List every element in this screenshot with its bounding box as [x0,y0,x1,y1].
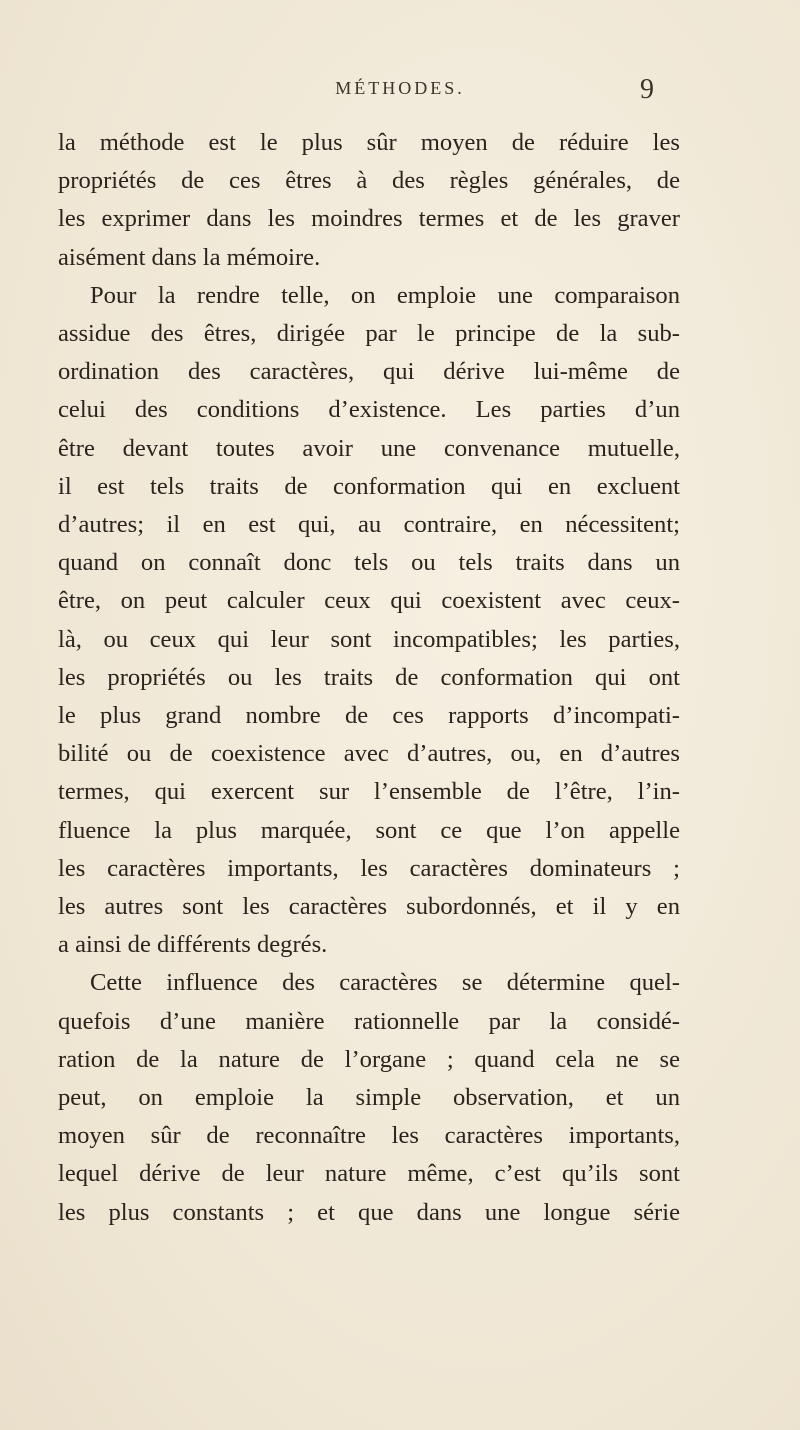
text-line: les propriétés ou les traits de conformation qui ont [58,663,680,691]
text-line: aisément dans la mémoire. [58,243,321,271]
text-line: peut, on emploie la simple observation, et un [58,1084,680,1112]
body-text [58,124,680,1232]
text-line: les exprimer dans les moindres termes et de les graver [58,205,680,233]
text-line: le plus grand nombre de ces rapports d’incompati- [58,702,680,730]
running-title: MÉTHODES. [335,78,465,98]
text-line: assidue des êtres, dirigée par le principe de la sub- [58,320,680,348]
text-line: quefois d’une manière rationnelle par la considé- [58,1007,680,1035]
text-line: là, ou ceux qui leur sont incompatibles; les parties, [58,625,680,653]
text-line: d’autres; il en est qui, au contraire, en nécessitent; [58,511,680,539]
text-line: ration de la nature de l’organe ; quand cela ne se [58,1045,680,1073]
text-line: ordination des caractères, qui dérive lui-même de [58,358,680,386]
paragraph-3 [58,964,680,1231]
text-line: les autres sont les caractères subordonnés, et il y en [58,893,680,921]
text-line: les plus constants ; et que dans une longue série [58,1198,680,1226]
text-line: la méthode est le plus sûr moyen de réduire les [58,129,680,156]
text-line: Pour la rendre telle, on emploie une comparaison [90,281,680,309]
text-line: être devant toutes avoir une convenance mutuelle, [58,434,680,462]
text-line: les caractères importants, les caractères dominateurs ; [58,854,680,882]
text-line: être, on peut calculer ceux qui coexistent avec ceux- [58,587,680,615]
text-line: quand on connaît donc tels ou tels traits dans un [58,549,680,577]
text-line: termes, qui exercent sur l’ensemble de l’être, l’in- [58,778,680,806]
page-header [0,74,800,114]
text-line: propriétés de ces êtres à des règles générales, de [58,167,680,195]
paragraph-2 [58,277,680,965]
text-line: il est tels traits de conformation qui en excluent [58,472,680,500]
page-number: 9 [640,74,654,105]
paragraph-1 [58,124,680,277]
text-line: lequel dérive de leur nature même, c’est qu’ils sont [58,1160,680,1188]
text-line: bilité ou de coexistence avec d’autres, ou, en d’autres [58,740,680,768]
text-line: moyen sûr de reconnaître les caractères importants, [58,1122,680,1150]
text-line: a ainsi de différents degrés. [58,931,328,959]
text-line: Cette influence des caractères se détermine quel- [90,969,680,997]
text-line: fluence la plus marquée, sont ce que l’on appelle [58,816,680,844]
text-line: celui des conditions d’existence. Les parties d’un [58,396,680,424]
